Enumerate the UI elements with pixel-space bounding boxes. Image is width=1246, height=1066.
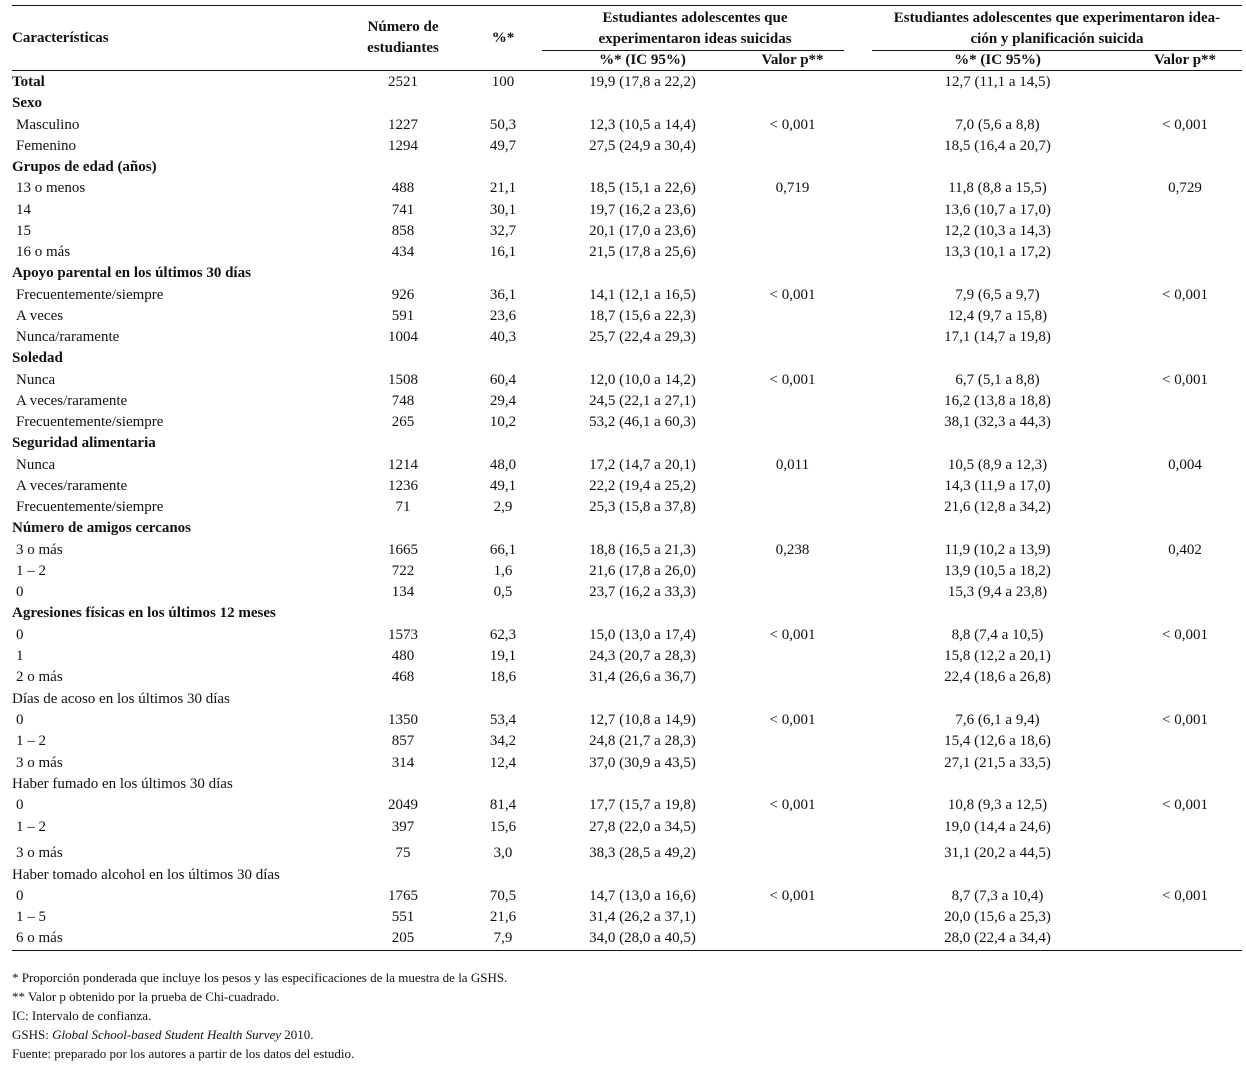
cell-ci1: 25,3 (15,8 a 37,8) <box>589 499 696 515</box>
cell-ci2: 14,3 (11,9 a 17,0) <box>944 478 1051 494</box>
row-label: 0 <box>16 627 24 643</box>
cell-n: 722 <box>391 563 415 579</box>
row-label: 15 <box>16 223 31 239</box>
row-label: 2 o más <box>16 669 63 685</box>
row-label: Masculino <box>16 117 80 133</box>
cell-ci1: 14,7 (13,0 a 16,6) <box>589 888 696 904</box>
row-label: 0 <box>16 712 24 728</box>
cell-n: 75 <box>395 845 411 861</box>
cell-n: 551 <box>391 909 415 925</box>
cell-ci1: 31,4 (26,6 a 36,7) <box>589 669 696 685</box>
cell-ci1: 14,1 (12,1 a 16,5) <box>589 287 696 303</box>
cell-ci1: 12,7 (10,8 a 14,9) <box>589 712 696 728</box>
cell-ci1: 17,2 (14,7 a 20,1) <box>589 457 696 473</box>
cell-n: 2049 <box>388 797 418 813</box>
header-characteristics: Características <box>12 30 109 46</box>
cell-pct: 29,4 <box>489 393 517 409</box>
cell-ci2: 22,4 (18,6 a 26,8) <box>944 669 1051 685</box>
cell-p1: < 0,001 <box>769 287 816 303</box>
cell-ci2: 17,1 (14,7 a 19,8) <box>944 329 1051 345</box>
note-ci: IC: Intervalo de confianza. <box>12 1008 152 1023</box>
cell-ci2: 13,3 (10,1 a 17,2) <box>944 244 1051 260</box>
cell-n: 741 <box>391 202 415 218</box>
cell-ci1: 37,0 (30,9 a 43,5) <box>589 755 696 771</box>
table-bottom-rule <box>12 950 1242 951</box>
cell-pct: 10,2 <box>489 414 517 430</box>
row-label: A veces <box>16 308 64 324</box>
cell-ci2: 10,5 (8,9 a 12,3) <box>947 457 1048 473</box>
cell-ci1: 21,6 (17,8 a 26,0) <box>589 563 696 579</box>
cell-pct: 53,4 <box>489 712 517 728</box>
cell-ci1: 17,7 (15,7 a 19,8) <box>589 797 696 813</box>
row-label: A veces/raramente <box>16 478 128 494</box>
cell-p1: < 0,001 <box>769 888 816 904</box>
cell-ci2: 21,6 (12,8 a 34,2) <box>944 499 1051 515</box>
cell-pct: 12,4 <box>489 755 517 771</box>
row-total-label: Total <box>12 74 45 90</box>
cell-n: 1508 <box>388 372 418 388</box>
cell-ci1: 18,8 (16,5 a 21,3) <box>589 542 696 558</box>
cell-p1: < 0,001 <box>769 797 816 813</box>
cell-n: 1765 <box>388 888 418 904</box>
cell-pct: 21,6 <box>489 909 517 925</box>
cell-ci2: 28,0 (22,4 a 34,4) <box>944 930 1051 946</box>
cell-ci1: 34,0 (28,0 a 40,5) <box>589 930 696 946</box>
cell-ci1: 22,2 (19,4 a 25,2) <box>589 478 696 494</box>
cell-ci1: 20,1 (17,0 a 23,6) <box>589 223 696 239</box>
cell-p2: 0,402 <box>1168 542 1202 558</box>
cell-ci2: 11,8 (8,8 a 15,5) <box>948 180 1047 196</box>
row-label: 3 o más <box>16 542 63 558</box>
header-group2-line2: ción y planificación suicida <box>970 31 1144 47</box>
header-num-students-line1: Número de <box>367 19 439 35</box>
cell-ci1: 53,2 (46,1 a 60,3) <box>589 414 696 430</box>
cell-ci1: 19,9 (17,8 a 22,2) <box>589 74 696 90</box>
cell-n: 314 <box>391 755 415 771</box>
cell-pct: 36,1 <box>489 287 517 303</box>
row-label: 1 – 2 <box>16 733 46 749</box>
cell-p1: < 0,001 <box>769 117 816 133</box>
cell-pct: 23,6 <box>489 308 517 324</box>
cell-p2: < 0,001 <box>1162 287 1208 303</box>
cell-n: 468 <box>391 669 415 685</box>
cell-ci1: 24,8 (21,7 a 28,3) <box>589 733 696 749</box>
cell-n: 926 <box>391 287 415 303</box>
cell-ci1: 18,5 (15,1 a 22,6) <box>589 180 696 196</box>
note-gshs <box>12 1025 507 1044</box>
cell-p2: 0,729 <box>1168 180 1202 196</box>
cell-n: 858 <box>391 223 415 239</box>
cell-pct: 3,0 <box>493 845 513 861</box>
note-source: Fuente: preparado por los autores a partir de los datos del estudio. <box>12 1046 355 1061</box>
row-label: 0 <box>16 888 24 904</box>
cell-n: 2521 <box>388 74 418 90</box>
cell-p1: 0,238 <box>775 542 810 558</box>
cell-n: 1573 <box>388 627 418 643</box>
cell-p2: < 0,001 <box>1162 117 1208 133</box>
cell-pct: 1,6 <box>493 563 513 579</box>
section-heading: Haber fumado en los últimos 30 días <box>12 776 233 792</box>
note-weighted-proportion: * Proporción ponderada que incluye los pesos y las especificaciones de la muestra de la GSHS. <box>12 970 508 985</box>
cell-pct: 0,5 <box>493 584 513 600</box>
cell-ci2: 12,2 (10,3 a 14,3) <box>944 223 1051 239</box>
cell-pct: 66,1 <box>489 542 517 558</box>
row-label: 1 – 2 <box>16 563 46 579</box>
cell-p2: < 0,001 <box>1162 712 1208 728</box>
section-heading: Soledad <box>12 350 63 366</box>
row-label: 16 o más <box>16 244 71 260</box>
row-label: 0 <box>16 797 24 813</box>
cell-pct: 70,5 <box>489 888 517 904</box>
cell-ci2: 15,4 (12,6 a 18,6) <box>944 733 1051 749</box>
cell-pct: 50,3 <box>489 117 517 133</box>
row-label: 1 – 2 <box>16 819 46 835</box>
cell-ci2: 6,7 (5,1 a 8,8) <box>955 372 1040 388</box>
section-heading: Número de amigos cercanos <box>12 520 192 536</box>
cell-pct: 62,3 <box>489 627 517 643</box>
row-label: Frecuentemente/siempre <box>16 287 164 303</box>
cell-pct: 30,1 <box>489 202 517 218</box>
cell-ci1: 12,3 (10,5 a 14,4) <box>589 117 696 133</box>
row-label: 6 o más <box>16 930 63 946</box>
cell-ci2: 15,3 (9,4 a 23,8) <box>947 584 1048 600</box>
header-group2-ci: %* (IC 95%) <box>954 52 1041 68</box>
cell-n: 480 <box>391 648 415 664</box>
cell-ci2: 12,4 (9,7 a 15,8) <box>947 308 1048 324</box>
row-label: 3 o más <box>16 845 63 861</box>
row-label: Frecuentemente/siempre <box>16 414 164 430</box>
header-group1-pvalue: Valor p** <box>761 52 824 68</box>
cell-ci2: 38,1 (32,3 a 44,3) <box>944 414 1051 430</box>
cell-pct: 48,0 <box>489 457 517 473</box>
cell-ci2: 13,6 (10,7 a 17,0) <box>944 202 1051 218</box>
cell-p1: < 0,001 <box>769 372 816 388</box>
note-pvalue: ** Valor p obtenido por la prueba de Chi-cuadrado. <box>12 989 280 1004</box>
cell-ci1: 23,7 (16,2 a 33,3) <box>589 584 696 600</box>
cell-p2: < 0,001 <box>1162 797 1208 813</box>
cell-p1: 0,719 <box>775 180 810 196</box>
cell-p2: < 0,001 <box>1162 627 1208 643</box>
cell-ci1: 21,5 (17,8 a 25,6) <box>589 244 696 260</box>
row-label: Frecuentemente/siempre <box>16 499 164 515</box>
cell-n: 434 <box>391 244 415 260</box>
cell-ci2: 8,8 (7,4 a 10,5) <box>951 627 1044 643</box>
cell-pct: 21,1 <box>489 180 517 196</box>
cell-ci2: 12,7 (11,1 a 14,5) <box>944 74 1051 90</box>
row-label: 14 <box>16 202 31 218</box>
cell-pct: 81,4 <box>489 797 517 813</box>
cell-p1: < 0,001 <box>769 627 816 643</box>
cell-pct: 16,1 <box>489 244 517 260</box>
row-label: 13 o menos <box>16 180 86 196</box>
table-notes <box>12 968 507 1063</box>
cell-ci2: 15,8 (12,2 a 20,1) <box>944 648 1051 664</box>
note-gshs-suffix: 2010. <box>281 1027 314 1042</box>
cell-ci2: 16,2 (13,8 a 18,8) <box>944 393 1051 409</box>
cell-ci1: 25,7 (22,4 a 29,3) <box>589 329 696 345</box>
cell-n: 488 <box>391 180 415 196</box>
cell-n: 205 <box>391 930 415 946</box>
section-heading: Agresiones físicas en los últimos 12 meses <box>12 605 276 621</box>
cell-ci1: 15,0 (13,0 a 17,4) <box>589 627 696 643</box>
cell-pct: 2,9 <box>493 499 513 515</box>
cell-pct: 32,7 <box>489 223 517 239</box>
section-heading: Grupos de edad (años) <box>12 159 157 175</box>
note-gshs-prefix: GSHS: <box>12 1027 53 1042</box>
cell-ci1: 27,5 (24,9 a 30,4) <box>589 138 696 154</box>
cell-pct: 15,6 <box>489 819 517 835</box>
header-group1-line2: experimentaron ideas suicidas <box>598 31 792 47</box>
row-label: Nunca/raramente <box>16 329 120 345</box>
cell-n: 857 <box>391 733 415 749</box>
section-heading: Sexo <box>12 95 42 111</box>
cell-n: 1004 <box>388 329 418 345</box>
cell-ci1: 24,3 (20,7 a 28,3) <box>589 648 696 664</box>
cell-ci2: 10,8 (9,3 a 12,5) <box>947 797 1048 813</box>
cell-n: 71 <box>395 499 411 515</box>
row-label: 1 <box>16 648 24 664</box>
cell-n: 1665 <box>388 542 418 558</box>
row-label: 3 o más <box>16 755 63 771</box>
cell-n: 1294 <box>388 138 418 154</box>
cell-ci2: 8,7 (7,3 a 10,4) <box>951 888 1044 904</box>
cell-ci2: 7,6 (6,1 a 9,4) <box>955 712 1040 728</box>
cell-ci1: 38,3 (28,5 a 49,2) <box>589 845 696 861</box>
section-heading: Haber tomado alcohol en los últimos 30 días <box>12 867 280 883</box>
cell-ci2: 18,5 (16,4 a 20,7) <box>944 138 1051 154</box>
section-heading: Apoyo parental en los últimos 30 días <box>12 265 251 281</box>
cell-n: 1227 <box>388 117 418 133</box>
cell-n: 748 <box>391 393 415 409</box>
section-heading: Días de acoso en los últimos 30 días <box>12 691 230 707</box>
header-group1-line1: Estudiantes adolescentes que <box>602 10 788 26</box>
cell-n: 1214 <box>388 457 418 473</box>
cell-ci2: 19,0 (14,4 a 24,6) <box>944 819 1051 835</box>
cell-n: 1236 <box>388 478 418 494</box>
cell-ci2: 27,1 (21,5 a 33,5) <box>944 755 1051 771</box>
cell-n: 397 <box>391 819 415 835</box>
cell-ci1: 12,0 (10,0 a 14,2) <box>589 372 696 388</box>
cell-ci1: 18,7 (15,6 a 22,3) <box>589 308 696 324</box>
cell-ci2: 13,9 (10,5 a 18,2) <box>944 563 1051 579</box>
row-label: Nunca <box>16 372 56 388</box>
cell-ci2: 7,0 (5,6 a 8,8) <box>955 117 1040 133</box>
header-group2-pvalue: Valor p** <box>1153 52 1217 68</box>
header-percent: %* <box>491 30 515 46</box>
cell-pct: 40,3 <box>489 329 517 345</box>
cell-p2: 0,004 <box>1168 457 1202 473</box>
cell-ci1: 31,4 (26,2 a 37,1) <box>589 909 696 925</box>
section-heading: Seguridad alimentaria <box>12 435 156 451</box>
cell-pct: 18,6 <box>489 669 517 685</box>
cell-p2: < 0,001 <box>1162 888 1208 904</box>
header-group2-line1: Estudiantes adolescentes que experimentaron idea- <box>893 10 1221 26</box>
cell-pct: 49,7 <box>489 138 517 154</box>
cell-pct: 60,4 <box>489 372 517 388</box>
header-group1-ci: %* (IC 95%) <box>599 52 686 68</box>
cell-ci1: 27,8 (22,0 a 34,5) <box>589 819 696 835</box>
cell-ci1: 24,5 (22,1 a 27,1) <box>589 393 696 409</box>
cell-n: 591 <box>391 308 415 324</box>
cell-pct: 49,1 <box>489 478 517 494</box>
row-label: A veces/raramente <box>16 393 128 409</box>
cell-ci2: 7,9 (6,5 a 9,7) <box>955 287 1040 303</box>
header-num-students-line2: estudiantes <box>367 40 439 56</box>
cell-pct: 34,2 <box>489 733 517 749</box>
cell-pct: 7,9 <box>493 930 513 946</box>
row-label: Femenino <box>16 138 76 154</box>
cell-p2: < 0,001 <box>1162 372 1208 388</box>
cell-p1: 0,011 <box>775 457 810 473</box>
row-label: Nunca <box>16 457 56 473</box>
cell-n: 265 <box>391 414 415 430</box>
cell-pct: 100 <box>491 74 515 90</box>
cell-ci1: 19,7 (16,2 a 23,6) <box>589 202 696 218</box>
row-label: 1 – 5 <box>16 909 46 925</box>
cell-n: 134 <box>391 584 415 600</box>
cell-n: 1350 <box>388 712 418 728</box>
cell-ci2: 20,0 (15,6 a 25,3) <box>944 909 1051 925</box>
row-label: 0 <box>16 584 24 600</box>
cell-p1: < 0,001 <box>769 712 816 728</box>
note-gshs-title: Global School-based Student Health Survey <box>52 1027 282 1042</box>
cell-ci2: 11,9 (10,2 a 13,9) <box>944 542 1051 558</box>
cell-pct: 19,1 <box>489 648 517 664</box>
cell-ci2: 31,1 (20,2 a 44,5) <box>944 845 1051 861</box>
